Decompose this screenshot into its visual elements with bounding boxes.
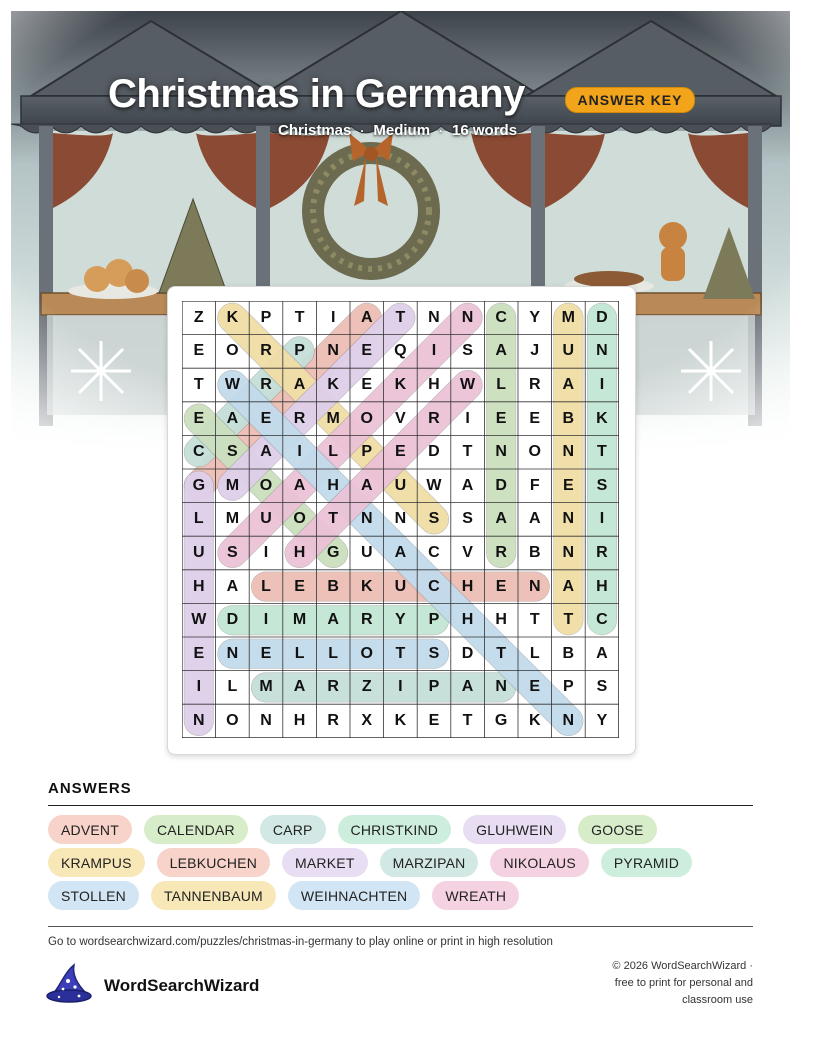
grid-cell[interactable]: E [361, 342, 373, 360]
grid-cell[interactable]: O [528, 443, 541, 461]
grid-cell[interactable]: T [294, 308, 305, 326]
grid-cell[interactable]: N [562, 443, 575, 461]
grid-cell[interactable]: T [496, 644, 507, 662]
grid-cell[interactable]: P [260, 308, 272, 326]
grid-cell[interactable]: S [428, 644, 440, 662]
grid-cell[interactable]: A [596, 644, 608, 662]
grid-cell[interactable]: O [226, 711, 239, 729]
copyright-line: © 2026 WordSearchWizard · [612, 960, 753, 972]
grid-cell[interactable]: H [596, 577, 608, 595]
grid-cell[interactable]: C [495, 308, 507, 326]
grid-cell[interactable]: S [462, 510, 473, 528]
grid-cell[interactable]: A [293, 476, 306, 494]
grid-cell[interactable]: W [191, 611, 207, 629]
grid-cell[interactable]: X [361, 711, 373, 729]
grid-cell[interactable]: P [562, 678, 574, 696]
grid-cell[interactable]: R [293, 409, 306, 427]
grid-cell[interactable]: I [330, 308, 336, 326]
grid-cell[interactable]: L [496, 375, 507, 393]
grid-cell[interactable]: C [428, 577, 440, 595]
difficulty-label: Medium [373, 122, 431, 139]
puzzle-meta [278, 122, 517, 139]
answer-stollen: STOLLEN [48, 881, 139, 910]
title-block [0, 70, 816, 150]
answer-krampus: KRAMPUS [48, 848, 145, 877]
grid-cell[interactable]: Z [193, 308, 204, 326]
grid-cell[interactable]: A [495, 510, 507, 528]
grid-cell[interactable]: A [461, 476, 474, 494]
grid-cell[interactable]: E [294, 577, 305, 595]
grid-cell[interactable]: N [495, 678, 507, 696]
grid-cell[interactable]: K [226, 308, 239, 326]
grid-cell[interactable]: S [596, 678, 608, 696]
grid-cell[interactable]: A [394, 543, 407, 561]
grid-cell[interactable]: L [328, 443, 339, 461]
answer-key-badge: ANSWER KEY [565, 87, 695, 113]
grid-cell[interactable]: I [599, 510, 605, 528]
letter-grid [182, 301, 619, 738]
grid-cell[interactable]: T [328, 510, 339, 528]
answers-list [48, 815, 758, 910]
grid-cell[interactable]: R [596, 543, 608, 561]
grid-cell[interactable]: N [428, 308, 440, 326]
grid-cell[interactable]: C [193, 443, 205, 461]
grid-cell[interactable]: N [193, 711, 205, 729]
grid-cell[interactable]: K [394, 711, 407, 729]
grid-cell[interactable]: M [259, 678, 273, 696]
grid-cell[interactable]: T [462, 711, 473, 729]
answer-marzipan: MARZIPAN [380, 848, 479, 877]
grid-cell[interactable]: B [528, 543, 541, 561]
answer-carp: CARP [260, 815, 326, 844]
grid-cell[interactable]: R [327, 711, 339, 729]
answer-wreath: WREATH [432, 881, 519, 910]
answer-tannenbaum: TANNENBAUM [151, 881, 276, 910]
answer-pyramid: PYRAMID [601, 848, 692, 877]
grid-cell[interactable]: N [562, 543, 575, 561]
grid-cell[interactable]: E [260, 644, 272, 662]
divider [48, 805, 753, 806]
grid-cell[interactable]: W [426, 476, 442, 494]
grid-cell[interactable]: H [193, 577, 205, 595]
grid-cell[interactable]: H [293, 711, 306, 729]
grid-cell[interactable]: J [530, 342, 540, 360]
grid-cell[interactable]: L [529, 644, 540, 662]
grid-cell[interactable]: R [360, 611, 373, 629]
grid-cell[interactable]: R [528, 375, 541, 393]
grid-cell[interactable]: T [395, 644, 406, 662]
meta-separator: · [439, 123, 444, 138]
grid-cell[interactable]: A [293, 678, 306, 696]
answer-lebkuchen: LEBKUCHEN [157, 848, 270, 877]
grid-cell[interactable]: T [462, 443, 473, 461]
grid-cell[interactable]: K [528, 711, 541, 729]
grid-cell[interactable]: C [596, 611, 608, 629]
grid-cell[interactable]: T [529, 611, 540, 629]
grid-cell[interactable]: V [395, 409, 406, 427]
grid-cell[interactable]: A [293, 375, 306, 393]
grid-cell[interactable]: K [327, 375, 339, 393]
grid-cell[interactable]: E [495, 409, 507, 427]
grid-cell[interactable]: I [263, 611, 269, 629]
grid-cell[interactable]: E [495, 577, 507, 595]
grid-cell[interactable]: I [297, 443, 302, 461]
grid-cell[interactable]: N [596, 342, 608, 360]
grid-cell[interactable]: L [193, 510, 204, 528]
grid-cell[interactable]: K [360, 577, 373, 595]
grid-cell[interactable]: H [327, 476, 339, 494]
grid-cell[interactable]: G [192, 476, 206, 494]
grid-cell[interactable]: E [193, 644, 205, 662]
grid-cell[interactable]: L [261, 577, 271, 595]
grid-cell[interactable]: Y [529, 308, 541, 326]
grid-cell[interactable]: T [193, 375, 204, 393]
grid-cell[interactable]: U [562, 342, 575, 360]
grid-cell[interactable]: C [428, 543, 440, 561]
grid-cell[interactable]: P [428, 611, 440, 629]
grid-cell[interactable]: S [462, 342, 473, 360]
grid-cell[interactable]: P [428, 678, 440, 696]
grid-cell[interactable]: A [260, 443, 272, 461]
grid-cell[interactable]: B [562, 409, 575, 427]
grid-cell[interactable]: E [428, 711, 440, 729]
grid-cell[interactable]: E [193, 342, 205, 360]
grid-cell[interactable]: N [461, 308, 474, 326]
meta-separator: · [360, 123, 365, 138]
word-search-grid [182, 301, 619, 738]
grid-cell[interactable]: R [428, 409, 440, 427]
grid-cell[interactable]: V [462, 543, 473, 561]
grid-cell[interactable]: U [394, 577, 407, 595]
grid-cell[interactable]: A [562, 577, 575, 595]
grid-cell[interactable]: E [193, 409, 205, 427]
grid-cell[interactable]: A [360, 476, 373, 494]
grid-cell[interactable]: H [461, 577, 474, 595]
grid-cell[interactable]: M [225, 476, 240, 494]
grid-cell[interactable]: I [431, 342, 437, 360]
grid-cell[interactable]: M [561, 308, 575, 326]
grid-cell[interactable]: L [294, 644, 305, 662]
grid-cell[interactable]: A [562, 375, 575, 393]
grid-cell[interactable]: R [260, 375, 272, 393]
grid-cell[interactable]: E [562, 476, 574, 494]
grid-cell[interactable]: D [495, 476, 507, 494]
grid-cell[interactable]: S [227, 443, 238, 461]
grid-cell[interactable]: O [259, 476, 273, 494]
grid-cell[interactable]: E [361, 375, 373, 393]
grid-cell[interactable]: E [529, 409, 541, 427]
category-label: Christmas [278, 122, 352, 139]
puzzle-card [167, 286, 636, 755]
grid-cell[interactable]: M [326, 409, 340, 427]
grid-cell[interactable]: R [260, 342, 272, 360]
grid-cell[interactable]: N [226, 644, 239, 662]
grid-cell[interactable]: I [263, 543, 269, 561]
copyright-line: classroom use [682, 994, 753, 1006]
grid-cell[interactable]: P [361, 443, 373, 461]
grid-cell[interactable]: Q [394, 342, 407, 360]
grid-cell[interactable]: N [562, 510, 575, 528]
answer-gluhwein: GLUHWEIN [463, 815, 566, 844]
answer-advent: ADVENT [48, 815, 132, 844]
answer-christkind: CHRISTKIND [338, 815, 452, 844]
grid-cell[interactable]: A [461, 678, 474, 696]
grid-cell[interactable]: G [326, 543, 340, 561]
grid-cell[interactable]: B [327, 577, 339, 595]
grid-cell[interactable]: D [226, 611, 239, 629]
grid-cell[interactable]: U [260, 510, 272, 528]
grid-cell[interactable]: I [465, 409, 470, 427]
grid-cell[interactable]: N [394, 510, 407, 528]
grid-cell[interactable]: A [226, 577, 239, 595]
answer-weihnachten: WEIHNACHTEN [288, 881, 420, 910]
grid-cell[interactable]: H [495, 611, 507, 629]
brand-name: WordSearchWizard [104, 975, 260, 995]
grid-cell[interactable]: H [461, 611, 474, 629]
answer-nikolaus: NIKOLAUS [490, 848, 588, 877]
grid-cell[interactable]: N [360, 510, 373, 528]
grid-cell[interactable]: E [395, 443, 406, 461]
answer-calendar: CALENDAR [144, 815, 248, 844]
grid-cell[interactable]: N [528, 577, 541, 595]
grid-cell[interactable]: I [398, 678, 403, 696]
grid-cell[interactable]: O [360, 644, 373, 662]
grid-cell[interactable]: H [428, 375, 440, 393]
grid-cell[interactable]: A [360, 308, 373, 326]
grid-cell[interactable]: U [193, 543, 205, 561]
grid-cell[interactable]: O [226, 342, 239, 360]
grid-cell[interactable]: S [227, 543, 238, 561]
grid-cell[interactable]: T [395, 308, 406, 326]
grid-cell[interactable]: T [563, 611, 574, 629]
grid-cell[interactable]: T [597, 443, 607, 461]
footer-link-text[interactable]: Go to wordsearchwizard.com/puzzles/christmas-in-germany to play online or print in high resolution [48, 936, 553, 948]
wizard-hat-icon [46, 963, 92, 1008]
answer-goose: GOOSE [578, 815, 656, 844]
grid-cell[interactable]: Z [361, 678, 372, 696]
grid-cell[interactable]: D [428, 443, 440, 461]
grid-cell[interactable]: E [260, 409, 272, 427]
grid-cell[interactable]: O [360, 409, 373, 427]
grid-cell[interactable]: A [327, 611, 339, 629]
grid-cell[interactable]: N [495, 443, 507, 461]
grid-cell[interactable]: L [227, 678, 238, 696]
grid-cell[interactable]: W [459, 375, 476, 393]
grid-cell[interactable]: F [529, 476, 540, 494]
grid-cell[interactable]: G [494, 711, 508, 729]
grid-cell[interactable]: A [528, 510, 541, 528]
grid-cell[interactable]: A [226, 409, 239, 427]
grid-cell[interactable]: N [260, 711, 272, 729]
answers-heading: ANSWERS [48, 780, 132, 797]
brand[interactable] [46, 963, 259, 1008]
grid-cell[interactable]: U [394, 476, 407, 494]
word-count-label: 16 words [452, 122, 518, 139]
grid-cell[interactable]: K [596, 409, 608, 427]
page-title: Christmas in Germany [108, 72, 525, 116]
grid-cell[interactable]: O [293, 510, 306, 528]
grid-cell[interactable]: P [294, 342, 305, 360]
grid-cell[interactable]: M [225, 510, 240, 528]
grid-cell[interactable]: N [562, 711, 575, 729]
grid-cell[interactable]: A [495, 342, 507, 360]
grid-cell[interactable]: N [327, 342, 339, 360]
grid-cell[interactable]: Y [596, 711, 608, 729]
grid-cell[interactable]: Y [395, 611, 406, 629]
grid-cell[interactable]: S [428, 510, 440, 528]
grid-cell[interactable]: R [327, 678, 339, 696]
divider [48, 926, 753, 927]
grid-cell[interactable]: S [596, 476, 608, 494]
grid-cell[interactable]: I [599, 375, 605, 393]
answer-market: MARKET [282, 848, 368, 877]
grid-cell[interactable]: M [292, 611, 307, 629]
grid-cell[interactable]: E [529, 678, 541, 696]
grid-cell[interactable]: L [328, 644, 339, 662]
grid-cell[interactable]: H [293, 543, 306, 561]
copyright [553, 958, 753, 1009]
grid-cell[interactable]: B [562, 644, 575, 662]
grid-cell[interactable]: I [196, 678, 202, 696]
grid-cell[interactable]: K [394, 375, 407, 393]
grid-cell[interactable]: D [461, 644, 474, 662]
grid-cell[interactable]: D [596, 308, 608, 326]
grid-cell[interactable]: W [224, 375, 240, 393]
copyright-line: free to print for personal and [614, 977, 753, 989]
grid-cell[interactable]: U [360, 543, 373, 561]
grid-cell[interactable]: R [495, 543, 507, 561]
